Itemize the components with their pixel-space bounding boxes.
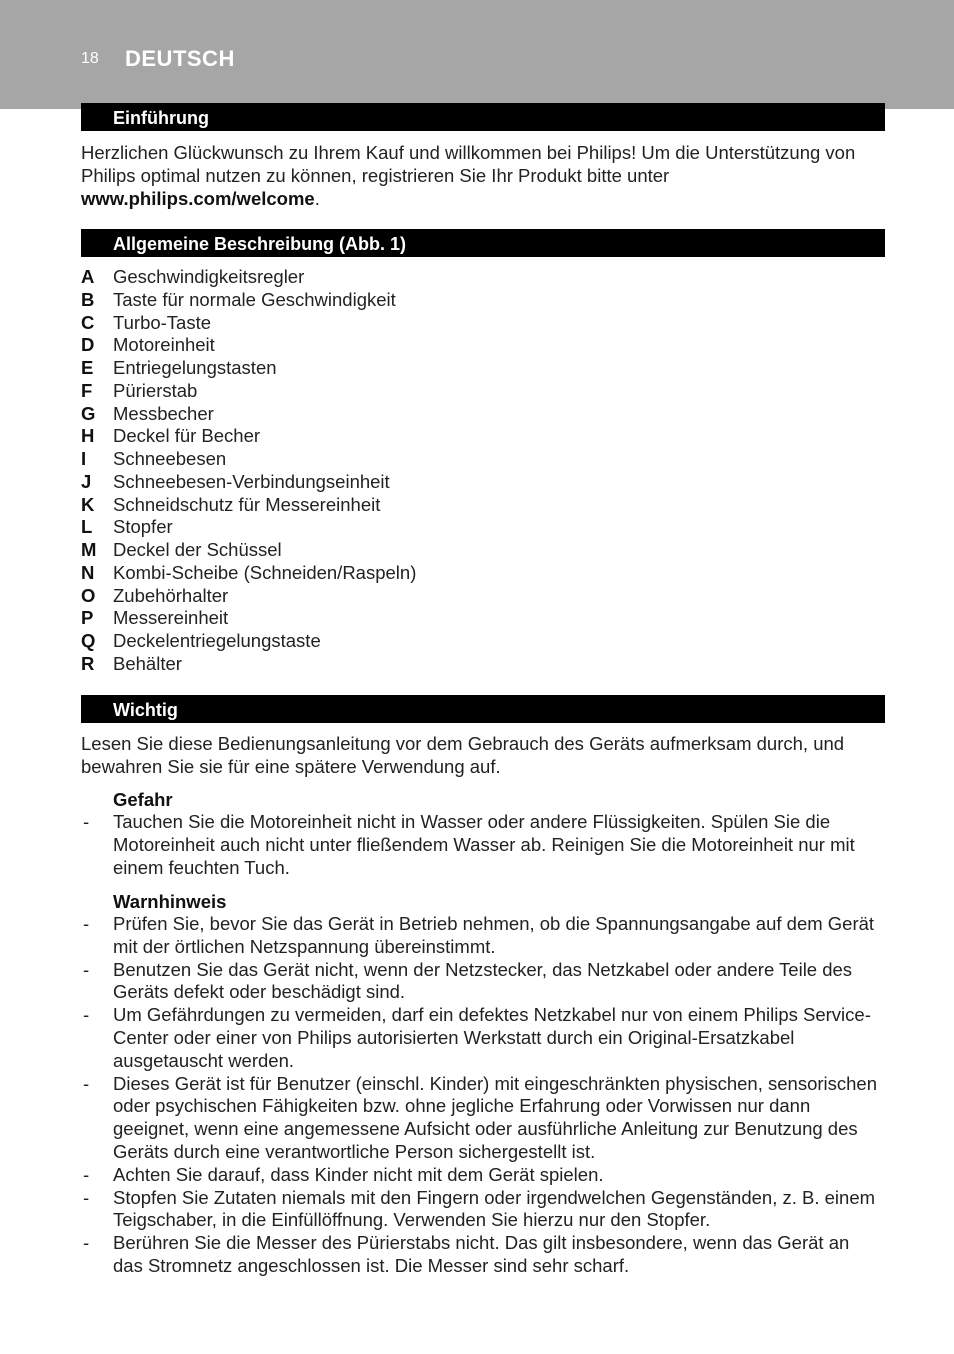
list-item	[81, 959, 881, 1005]
list-item	[81, 1232, 881, 1278]
part-item	[81, 493, 881, 516]
part-name: Motoreinheit	[113, 334, 215, 356]
page-number: 18	[81, 50, 99, 67]
section-title-description: Allgemeine Beschreibung (Abb. 1)	[113, 234, 407, 254]
part-letter: O	[81, 584, 96, 606]
part-name: Kombi-Scheibe (Schneiden/Raspeln)	[113, 561, 417, 583]
part-item	[81, 584, 881, 607]
part-item	[81, 515, 881, 538]
part-name: Messereinheit	[113, 607, 229, 629]
part-item	[81, 561, 881, 584]
philips-welcome-link[interactable]: www.philips.com/welcome	[81, 188, 315, 209]
bullet-dash: -	[83, 1072, 90, 1094]
list-item-text: Dieses Gerät ist für Benutzer (einschl. Kinder) mit eingeschränkten physischen, sensorischen oder psychischen Fähigkeiten bzw. ohne jegliche Erfahrung oder Vorwissen nur dann geeignet, wenn eine angemessene Aufsicht oder ausführliche Anleitung zur Benutzung des Geräts durch eine verantwortliche Person sichergestellt ist.	[113, 1072, 877, 1162]
part-letter: C	[81, 311, 95, 333]
part-letter: J	[81, 470, 92, 492]
part-letter: N	[81, 561, 95, 583]
part-letter: B	[81, 288, 95, 310]
part-name: Behälter	[113, 652, 182, 674]
part-letter: Q	[81, 630, 96, 651]
list-item-text: Achten Sie darauf, dass Kinder nicht mit dem Gerät spielen.	[113, 1163, 604, 1185]
part-letter: F	[81, 379, 93, 401]
list-item	[81, 1004, 881, 1072]
part-letter: I	[81, 448, 87, 469]
section-bar-description	[81, 229, 885, 257]
part-name: Geschwindigkeitsregler	[113, 266, 305, 287]
part-item	[81, 424, 881, 447]
bullet-dash: -	[83, 1186, 90, 1208]
part-name: Pürierstab	[113, 379, 198, 401]
part-name: Schneebesen	[113, 448, 227, 469]
part-name: Schneidschutz für Messereinheit	[113, 493, 381, 515]
part-item	[81, 288, 881, 311]
list-item-text: Stopfen Sie Zutaten niemals mit den Fingern oder irgendwelchen Gegenständen, z. B. einem Teigschaber, in die Einfüllöffnung. Verwenden Sie hierzu nur den Stopfer.	[113, 1186, 876, 1231]
part-item	[81, 265, 881, 288]
section-bar-intro	[81, 103, 885, 131]
list-item-text: Tauchen Sie die Motoreinheit nicht in Wasser oder andere Flüssigkeiten. Spülen Sie die Motoreinheit auch nicht unter fließendem Wasser ab. Reinigen Sie die Motoreinheit nur mit einem feuchten Tuch.	[113, 811, 855, 878]
part-letter: K	[81, 493, 95, 515]
intro-text-end: .	[314, 188, 320, 209]
bullet-dash: -	[83, 958, 90, 980]
part-item	[81, 311, 881, 334]
part-letter: M	[81, 539, 97, 560]
part-letter: G	[81, 402, 96, 424]
part-item	[81, 402, 881, 425]
list-item	[81, 1187, 881, 1233]
header-band	[0, 0, 954, 109]
list-item-text: Berühren Sie die Messer des Pürierstabs nicht. Das gilt insbesondere, wenn das Gerät an das Stromnetz angeschlossen ist. Die Messer sind sehr scharf.	[113, 1232, 850, 1276]
list-item-text: Benutzen Sie das Gerät nicht, wenn der Netzstecker, das Netzkabel oder andere Teile des Geräts defekt oder beschädigt sind.	[113, 958, 853, 1003]
part-item	[81, 629, 881, 652]
section-bar-important	[81, 695, 885, 723]
bullet-dash: -	[83, 811, 90, 832]
part-name: Deckel der Schüssel	[113, 539, 282, 560]
section-title-intro: Einführung	[113, 108, 209, 128]
part-letter: E	[81, 357, 94, 378]
parts-list	[81, 265, 881, 675]
part-item	[81, 379, 881, 402]
part-item	[81, 538, 881, 561]
part-name: Entriegelungstasten	[113, 357, 277, 378]
list-item	[81, 913, 881, 959]
bullet-dash: -	[83, 1004, 90, 1026]
bullet-dash: -	[83, 1163, 90, 1185]
part-name: Schneebesen-Verbindungseinheit	[113, 470, 390, 492]
list-item	[81, 1164, 881, 1187]
part-item	[81, 356, 881, 379]
intro-paragraph	[81, 141, 881, 210]
part-item	[81, 470, 881, 493]
language-heading: DEUTSCH	[125, 46, 235, 71]
bullet-dash: -	[83, 913, 90, 934]
part-item	[81, 447, 881, 470]
danger-heading: Gefahr	[113, 789, 173, 810]
danger-list	[81, 811, 881, 879]
part-name: Messbecher	[113, 402, 214, 424]
part-name: Deckel für Becher	[113, 425, 261, 447]
part-name: Zubehörhalter	[113, 584, 229, 606]
section-title-important: Wichtig	[113, 700, 178, 720]
part-letter: L	[81, 516, 93, 538]
warning-list	[81, 913, 881, 1278]
part-letter: D	[81, 334, 95, 356]
part-name: Taste für normale Geschwindigkeit	[113, 288, 396, 310]
part-letter: R	[81, 652, 95, 674]
part-item	[81, 652, 881, 675]
intro-text: Herzlichen Glückwunsch zu Ihrem Kauf und willkommen bei Philips! Um die Unterstützung von Philips optimal nutzen zu können, registrieren Sie Ihr Produkt bitte unter	[81, 142, 856, 186]
list-item-text: Prüfen Sie, bevor Sie das Gerät in Betrieb nehmen, ob die Spannungsangabe auf dem Gerät mit der örtlichen Netzspannung übereinstimmt.	[113, 913, 875, 957]
list-item	[81, 1073, 881, 1164]
part-item	[81, 606, 881, 629]
part-name: Stopfer	[113, 516, 173, 538]
warning-heading: Warnhinweis	[113, 891, 227, 912]
part-letter: H	[81, 425, 95, 447]
part-letter: A	[81, 266, 95, 287]
part-name: Deckelentriegelungstaste	[113, 630, 321, 651]
important-intro: Lesen Sie diese Bedienungsanleitung vor dem Gebrauch des Geräts aufmerksam durch, und bewahren Sie sie für eine spätere Verwendung auf.	[81, 733, 845, 777]
list-item-text: Um Gefährdungen zu vermeiden, darf ein defektes Netzkabel nur von einem Philips Service-Center oder einer von Philips autorisierten Werkstatt durch ein Original-Ersatzkabel ausgetauscht werden.	[113, 1004, 871, 1071]
part-letter: P	[81, 607, 94, 629]
part-name: Turbo-Taste	[113, 311, 212, 333]
list-item	[81, 811, 881, 879]
bullet-dash: -	[83, 1232, 90, 1254]
part-item	[81, 333, 881, 356]
